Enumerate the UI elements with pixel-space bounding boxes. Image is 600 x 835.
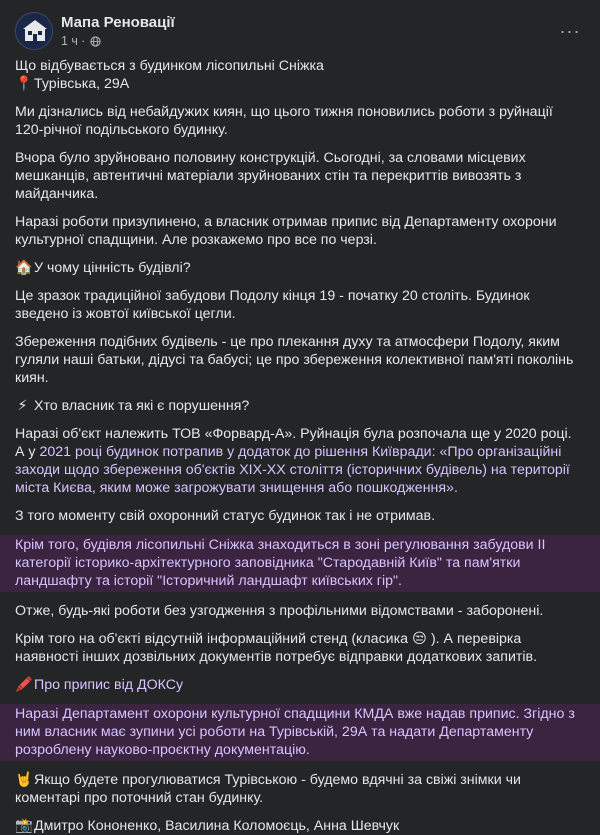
text-paragraph: Ми дізнались від небайдужих киян, що цього тижня поновились роботи з руйнації 120-річної подільського будинку.	[15, 104, 553, 138]
paragraph-text: Наразі об'єкт належить ТОВ «Форвард-А». Руйнація була розпочала ще у 2020 році. А у	[15, 426, 572, 460]
post-header	[15, 12, 585, 52]
unamused-face-icon: 😒	[412, 631, 427, 647]
text-paragraph	[15, 630, 583, 666]
text-paragraph: Отже, будь-які роботи без узгодження з профільними відомствами - заборонені.	[15, 603, 544, 619]
address-text: Турівська, 29А	[34, 76, 130, 92]
highlighted-paragraph: Крім того, будівля лісопильні Сніжка знаходиться в зоні регулювання забудови ІІ категорії історико-архітектурного заповідника "Стародавній Київ" та пам'ятки ландшафту та історії "Історичний ландшафт київських гір".	[0, 535, 600, 592]
rock-hand-icon: 🤘	[15, 772, 33, 788]
post-time[interactable]: 1 ч	[61, 34, 78, 48]
section-heading	[15, 397, 583, 415]
house-icon: 🏠	[15, 260, 33, 276]
highlighted-paragraph: Наразі Департамент охорони культурної спадщини КМДА вже надав припис. Згідно з ним власник має зупини усі роботи на Турівській, 29А та надати Департаменту розроблену науково-проєктну документацію.	[0, 704, 600, 761]
credits-text: Дмитро Кононенко, Василина Коломоєць, Анна Шевчук	[34, 818, 400, 834]
highlighted-text: 2021 році будинок потрапив у додаток до рішення Київради: «Про організаційні заходи щодо збереження об'єктів XIX-XX століття (історичних будівель) на території міста Києва, яким може загрожувати знищення або пошкодження».	[15, 444, 570, 496]
post-meta	[61, 34, 101, 48]
page-avatar[interactable]	[15, 12, 53, 50]
more-options-button[interactable]: ···	[559, 20, 581, 41]
text-paragraph: Наразі роботи призупинено, а власник отримав припис від Департаменту охорони культурної спадщини. Але розкажемо про все по черзі.	[15, 214, 557, 248]
text-paragraph: Збереження подібних будівель - це про плекання духу та атмосфери Подолу, яким гуляли наші батьки, дідусі та бабусі; це про збереження колективної пам'яті поколінь киян.	[15, 334, 574, 386]
meta-separator: ·	[80, 34, 86, 48]
crayon-icon: 🖍️	[15, 677, 33, 693]
section-heading	[15, 676, 583, 694]
text-paragraph: Вчора було зруйновано половину конструкцій. Сьогодні, за словами місцевих мешканців, автентичні матеріали зруйнованих стін та перекриттів вивозять з майданчика.	[15, 150, 526, 202]
text-line	[15, 75, 583, 93]
section-heading-text: Хто власник та які є порушення?	[34, 398, 250, 414]
globe-icon	[90, 36, 101, 47]
text-paragraph	[15, 425, 583, 497]
text-paragraph	[15, 771, 583, 807]
camera-icon: 📸	[15, 818, 33, 834]
paragraph-text: Крім того на об'єкті відсутній інформаційний стенд (класика	[15, 631, 412, 647]
section-heading	[15, 259, 583, 277]
text-line: Що відбувається з будинком лісопильні Сніжка	[15, 58, 324, 74]
section-heading-text: У чому цінність будівлі?	[34, 260, 191, 276]
paragraph-text: ). А перевірка наявності інших дозвільних документів потребує відправки додаткових запитів.	[15, 631, 538, 665]
text-paragraph: З того моменту свій охоронний статус будинок так і не отримав.	[15, 508, 436, 524]
text-paragraph: Це зразок традиційної забудови Подолу кінця 19 - початку 20 століть. Будинок зведено із жовтої київської цегли.	[15, 288, 530, 322]
lightning-icon: ⚡	[17, 398, 28, 414]
paragraph-text: Якщо будете прогулюватися Турівською - будемо вдячні за свіжі знімки чи коментарі про поточний стан будинку.	[15, 772, 521, 806]
credits-line	[15, 817, 583, 835]
pin-icon: 📍	[15, 76, 33, 92]
section-heading-text: Про припис від ДОКСу	[34, 677, 184, 693]
post-text	[15, 57, 583, 835]
page-name[interactable]: Мапа Реновації	[61, 14, 175, 31]
